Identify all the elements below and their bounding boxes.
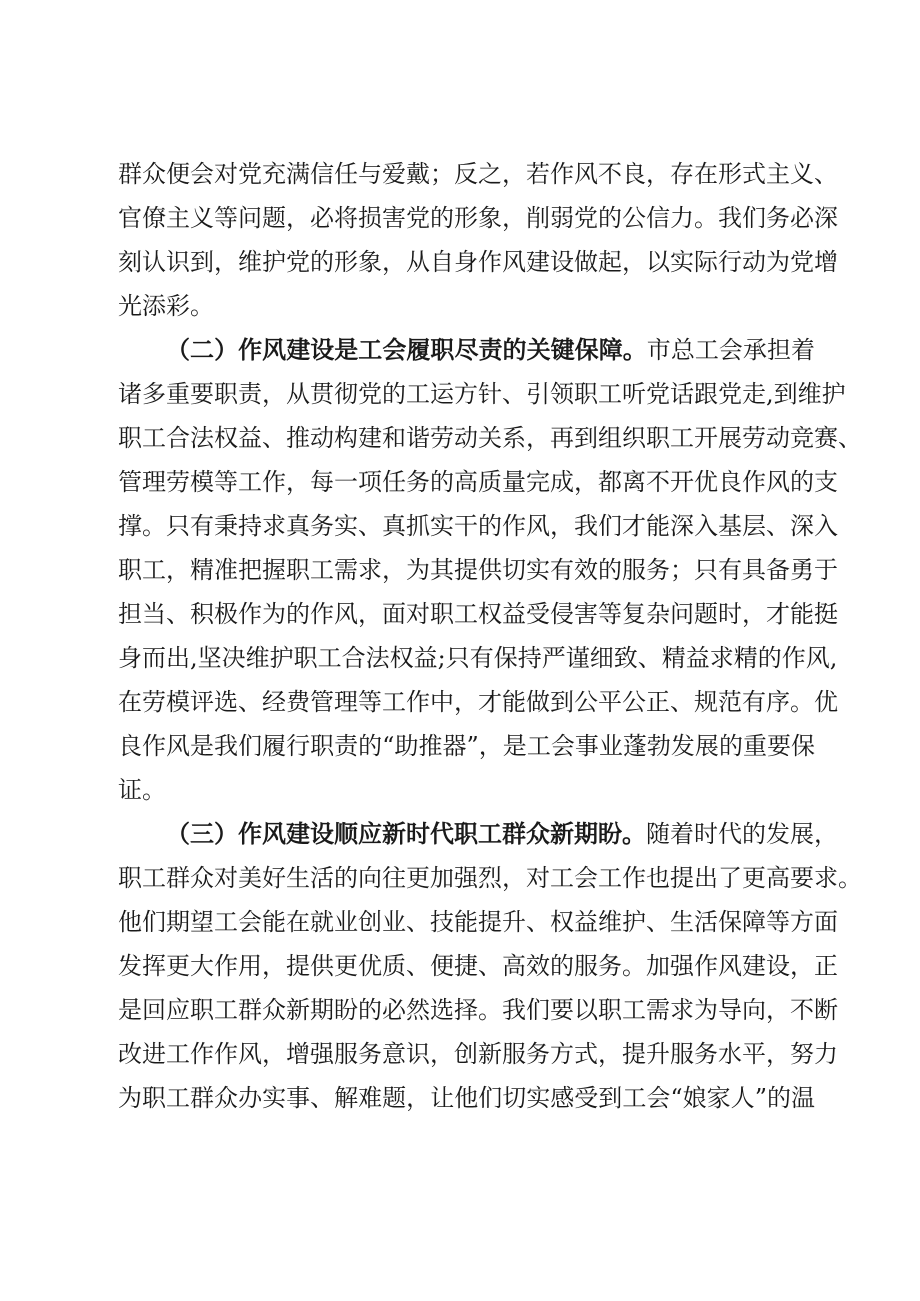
- paragraph-3-first-line: [166, 812, 838, 856]
- paragraph-2-first-line: [166, 328, 815, 372]
- paragraph-1-line-4: 光添彩。: [118, 292, 214, 320]
- paragraph-1-line-3: 刻认识到，维护党的形象，从自身作风建设做起，以实际行动为党增: [118, 248, 838, 276]
- paragraph-2-first-line-rest: 市总工会承担着: [646, 336, 816, 364]
- paragraph-1-line-1: 群众便会对党充满信任与爱戴；反之，若作风不良，存在形式主义、: [118, 160, 838, 188]
- paragraph-2-line-5: 撑。只有秉持求真务实、真抓实干的作风，我们才能深入基层、深入: [118, 512, 838, 540]
- section-heading-3: （三）作风建设顺应新时代职工群众新期盼。: [166, 819, 646, 848]
- paragraph-3-line-5: 是回应职工群众新期盼的必然选择。我们要以职工需求为导向，不断: [118, 996, 838, 1024]
- paragraph-2-line-8: 身而出,坚决维护职工合法权益;只有保持严谨细致、精益求精的作风,: [118, 644, 838, 672]
- paragraph-2-line-4: 管理劳模等工作，每一项任务的高质量完成，都离不开优良作风的支: [118, 468, 838, 496]
- paragraph-3-line-4: 发挥更大作用，提供更优质、便捷、高效的服务。加强作风建设，正: [118, 952, 838, 980]
- paragraph-2-line-6: 职工，精准把握职工需求，为其提供切实有效的服务；只有具备勇于: [118, 556, 838, 584]
- paragraph-2-line-7: 担当、积极作为的作风，面对职工权益受侵害等复杂问题时，才能挺: [118, 600, 838, 628]
- paragraph-2-line-3: 职工合法权益、推动构建和谐劳动关系，再到组织职工开展劳动竞赛、: [118, 424, 862, 452]
- paragraph-1-line-2: 官僚主义等问题，必将损害党的形象，削弱党的公信力。我们务必深: [118, 204, 838, 232]
- paragraph-3-line-6: 改进工作作风，增强服务意识，创新服务方式，提升服务水平，努力: [118, 1040, 838, 1068]
- paragraph-2-line-11: 证。: [118, 776, 166, 804]
- paragraph-3-line-2: 职工群众对美好生活的向往更加强烈，对工会工作也提出了更高要求。: [118, 864, 862, 892]
- paragraph-3-line-7: 为职工群众办实事、解难题，让他们切实感受到工会“娘家人”的温: [118, 1084, 815, 1112]
- paragraph-2-line-9: 在劳模评选、经费管理等工作中，才能做到公平公正、规范有序。优: [118, 688, 838, 716]
- paragraph-2-line-10: 良作风是我们履行职责的“助推器”，是工会事业蓬勃发展的重要保: [118, 732, 815, 760]
- paragraph-2-line-2: 诸多重要职责，从贯彻党的工运方针、引领职工听党话跟党走,到维护: [118, 380, 846, 408]
- paragraph-3-first-line-rest: 随着时代的发展，: [646, 820, 838, 848]
- section-heading-2: （二）作风建设是工会履职尽责的关键保障。: [166, 335, 647, 364]
- paragraph-3-line-3: 他们期望工会能在就业创业、技能提升、权益维护、生活保障等方面: [118, 908, 838, 936]
